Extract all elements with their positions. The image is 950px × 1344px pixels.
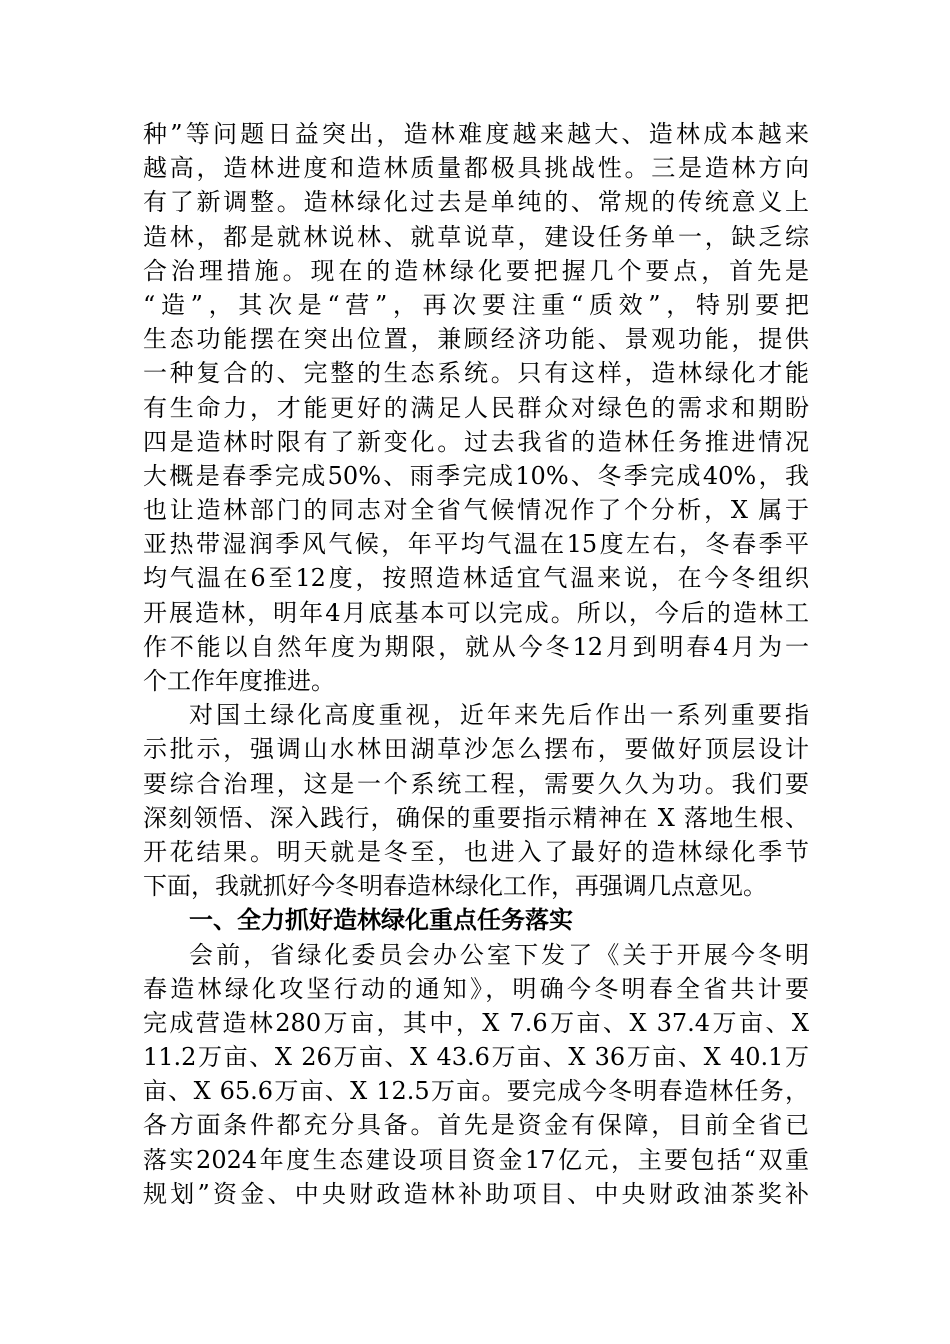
text-line-11: 大概是春季完成50%、雨季完成10%、冬季完成40%，我 — [143, 461, 809, 490]
text-line-26: 春造林绿化攻坚行动的通知》，明确今冬明春全省共计要 — [143, 974, 809, 1003]
text-line-28: 11.2万亩、X 26万亩、X 43.6万亩、X 36万亩、X 40.1万 — [143, 1043, 809, 1072]
text-line-31: 落实2024年度生态建设项目资金17亿元，主要包括“双重 — [143, 1145, 809, 1174]
text-line-30: 各方面条件都充分具备。首先是资金有保障，目前全省已 — [143, 1111, 809, 1140]
text-line-32: 规划”资金、中央财政造林补助项目、中央财政油茶奖补 — [143, 1179, 809, 1208]
text-line-7: 生态功能摆在突出位置，兼顾经济功能、景观功能，提供 — [143, 325, 809, 354]
text-line-18: 对国土绿化高度重视，近年来先后作出一系列重要指 — [189, 701, 809, 730]
text-line-22: 开花结果。明天就是冬至，也进入了最好的造林绿化季节 — [143, 837, 809, 866]
text-line-4: 造林，都是就林说林、就草说草，建设任务单一，缺乏综 — [143, 222, 809, 251]
text-line-20: 要综合治理，这是一个系统工程，需要久久为功。我们要 — [143, 769, 809, 798]
text-line-17: 个工作年度推进。 — [143, 667, 335, 695]
text-line-10: 四是造林时限有了新变化。过去我省的造林任务推进情况 — [143, 427, 809, 456]
text-line-29: 亩、X 65.6万亩、X 12.5万亩。要完成今冬明春造林任务， — [143, 1077, 809, 1106]
text-line-25: 会前，省绿化委员会办公室下发了《关于开展今冬明 — [189, 940, 809, 969]
text-line-9: 有生命力，才能更好的满足人民群众对绿色的需求和期盼 — [143, 393, 809, 422]
text-line-12: 也让造林部门的同志对全省气候情况作了个分析，X 属于 — [143, 496, 809, 525]
text-line-2: 越高，造林进度和造林质量都极具挑战性。三是造林方向 — [143, 154, 809, 183]
text-line-1: 种”等问题日益突出，造林难度越来越大、造林成本越来 — [143, 120, 809, 148]
text-line-6: “造”，其次是“营”，再次要注重“质效”，特别要把 — [143, 290, 809, 319]
section-heading: 一、全力抓好造林绿化重点任务落实 — [189, 906, 573, 935]
text-line-15: 开展造林，明年4月底基本可以完成。所以，今后的造林工 — [143, 598, 809, 627]
text-line-19: 示批示，强调山水林田湖草沙怎么摆布，要做好顶层设计 — [143, 735, 809, 764]
text-line-3: 有了新调整。造林绿化过去是单纯的、常规的传统意义上 — [143, 188, 809, 217]
text-line-13: 亚热带湿润季风气候，年平均气温在15度左右，冬春季平 — [143, 530, 809, 559]
text-line-5: 合治理措施。现在的造林绿化要把握几个要点，首先是 — [143, 256, 809, 285]
text-line-14: 均气温在6至12度，按照造林适宜气温来说，在今冬组织 — [143, 564, 809, 593]
text-line-16: 作不能以自然年度为期限，就从今冬12月到明春4月为一 — [143, 632, 809, 661]
text-line-21: 深刻领悟、深入践行，确保的重要指示精神在 X 落地生根、 — [143, 803, 809, 832]
text-line-8: 一种复合的、完整的生态系统。只有这样，造林绿化才能 — [143, 359, 809, 388]
text-line-23: 下面，我就抓好今冬明春造林绿化工作，再强调几点意见。 — [143, 872, 767, 901]
text-line-27: 完成营造林280万亩，其中，X 7.6万亩、X 37.4万亩、X — [143, 1008, 809, 1037]
document-body — [143, 117, 809, 1211]
